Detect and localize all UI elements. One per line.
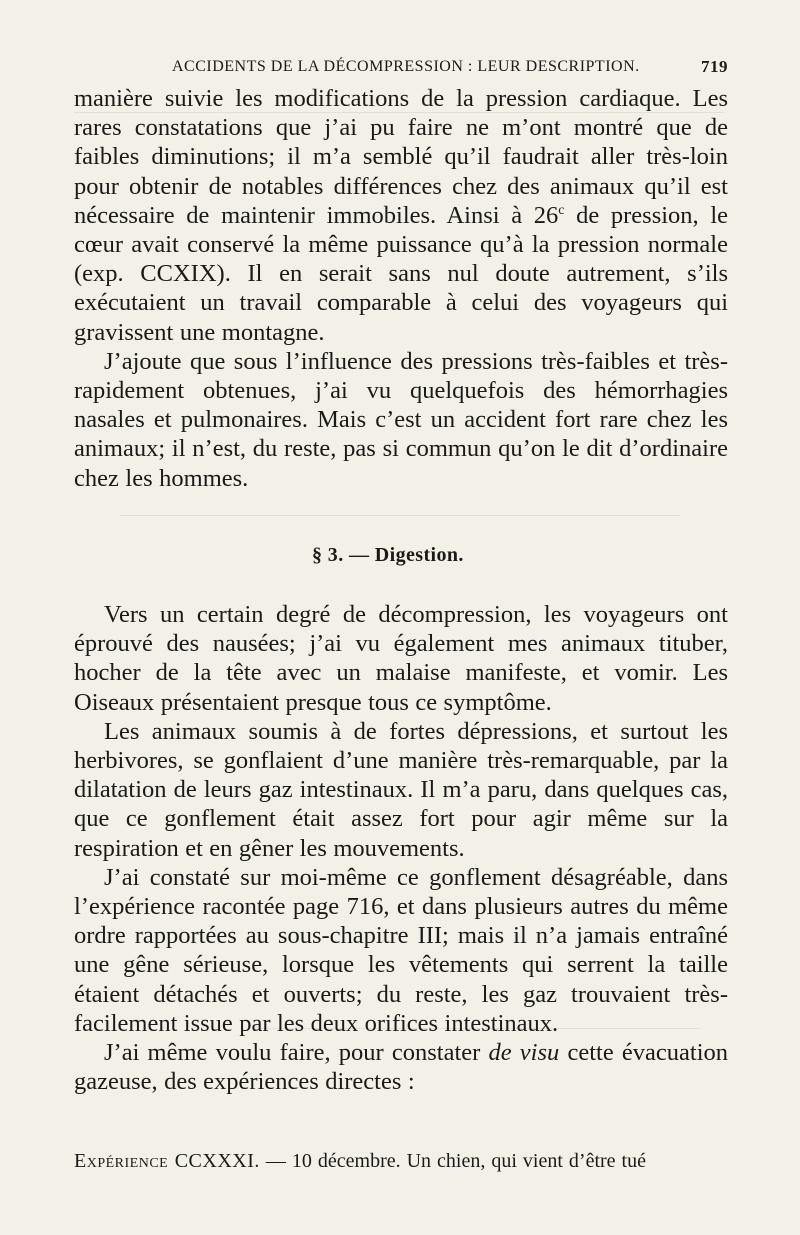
bleed-through-mark (120, 515, 680, 516)
paragraph: J’ajoute que sous l’influence des pressions très-faibles et très-rapidement obtenues, j’ai vu quelquefois des hémorrhagies nasales et pulmonaires. Mais c’est un accident fort rare chez les animaux; il n’est, du reste, pas si commun qu’on le dit d’ordinaire chez les hommes. (74, 347, 728, 492)
body-text (74, 84, 728, 493)
paragraph-text: manière suivie les modifications de la pression cardiaque. Les rares constatations que j’ai pu faire ne m’ont montré que de faibles diminutions; il m’a semblé qu’il faudrait aller très-loin pour obtenir de notables différences chez des animaux qu’il est nécessaire de maintenir immobiles. Ainsi à 26 (74, 85, 728, 229)
experiment-label: Expérience CCXXXI. (74, 1150, 260, 1172)
superscript: c (558, 202, 565, 218)
section-body (74, 600, 728, 1096)
paragraph: J’ai constaté sur moi-même ce gonflement désagréable, dans l’expérience racontée page 716, et dans plusieurs autres du même ordre rapportées au sous-chapitre III; mais il n’a jamais entraîné une gêne sérieuse, lorsque les vêtements qui serrent la taille étaient détachés et ouverts; du reste, les gaz trouvaient très-facilement issue par les deux orifices intestinaux. (74, 863, 728, 1037)
italic-phrase: de visu (488, 1039, 560, 1067)
paragraph-text: J’ai même voulu faire, pour constater (104, 1039, 489, 1067)
paragraph (74, 1038, 728, 1096)
page-number: 719 (701, 57, 728, 76)
paragraph (74, 84, 728, 347)
paragraph-text: cette évacuation gazeuse, des expériences directes : (74, 1039, 728, 1096)
paragraph: Vers un certain degré de décompression, les voyageurs ont éprouvé des nausées; j’ai vu également mes animaux tituber, hocher de la tête avec un malaise manifeste, et vomir. Les Oiseaux présentaient presque tous ce symptôme. (74, 601, 728, 716)
running-head (74, 57, 728, 81)
running-title: ACCIDENTS DE LA DÉCOMPRESSION : LEUR DESCRIPTION. (172, 58, 640, 75)
experiment-text: — 10 décembre. Un chien, qui vient d’être tué (259, 1150, 646, 1172)
experiment-entry (74, 1148, 728, 1174)
paragraph-text: de pression, le cœur avait conservé la même puissance qu’à la pression normale (exp. CCXIX). Il en serait sans nul doute autrement, s’ils exécutaient un travail comparable à celui des voyageurs qui gravissent une montagne. (74, 201, 729, 346)
paragraph: Les animaux soumis à de fortes dépressions, et surtout les herbivores, se gonflaient d’une manière très-remarquable, par la dilatation de leurs gaz intestinaux. Il m’a paru, dans quelques cas, que ce gonflement était assez fort pour agir même sur la respiration et en gêner les mouvements. (74, 717, 728, 862)
section-heading: § 3. — Digestion. (312, 544, 464, 566)
